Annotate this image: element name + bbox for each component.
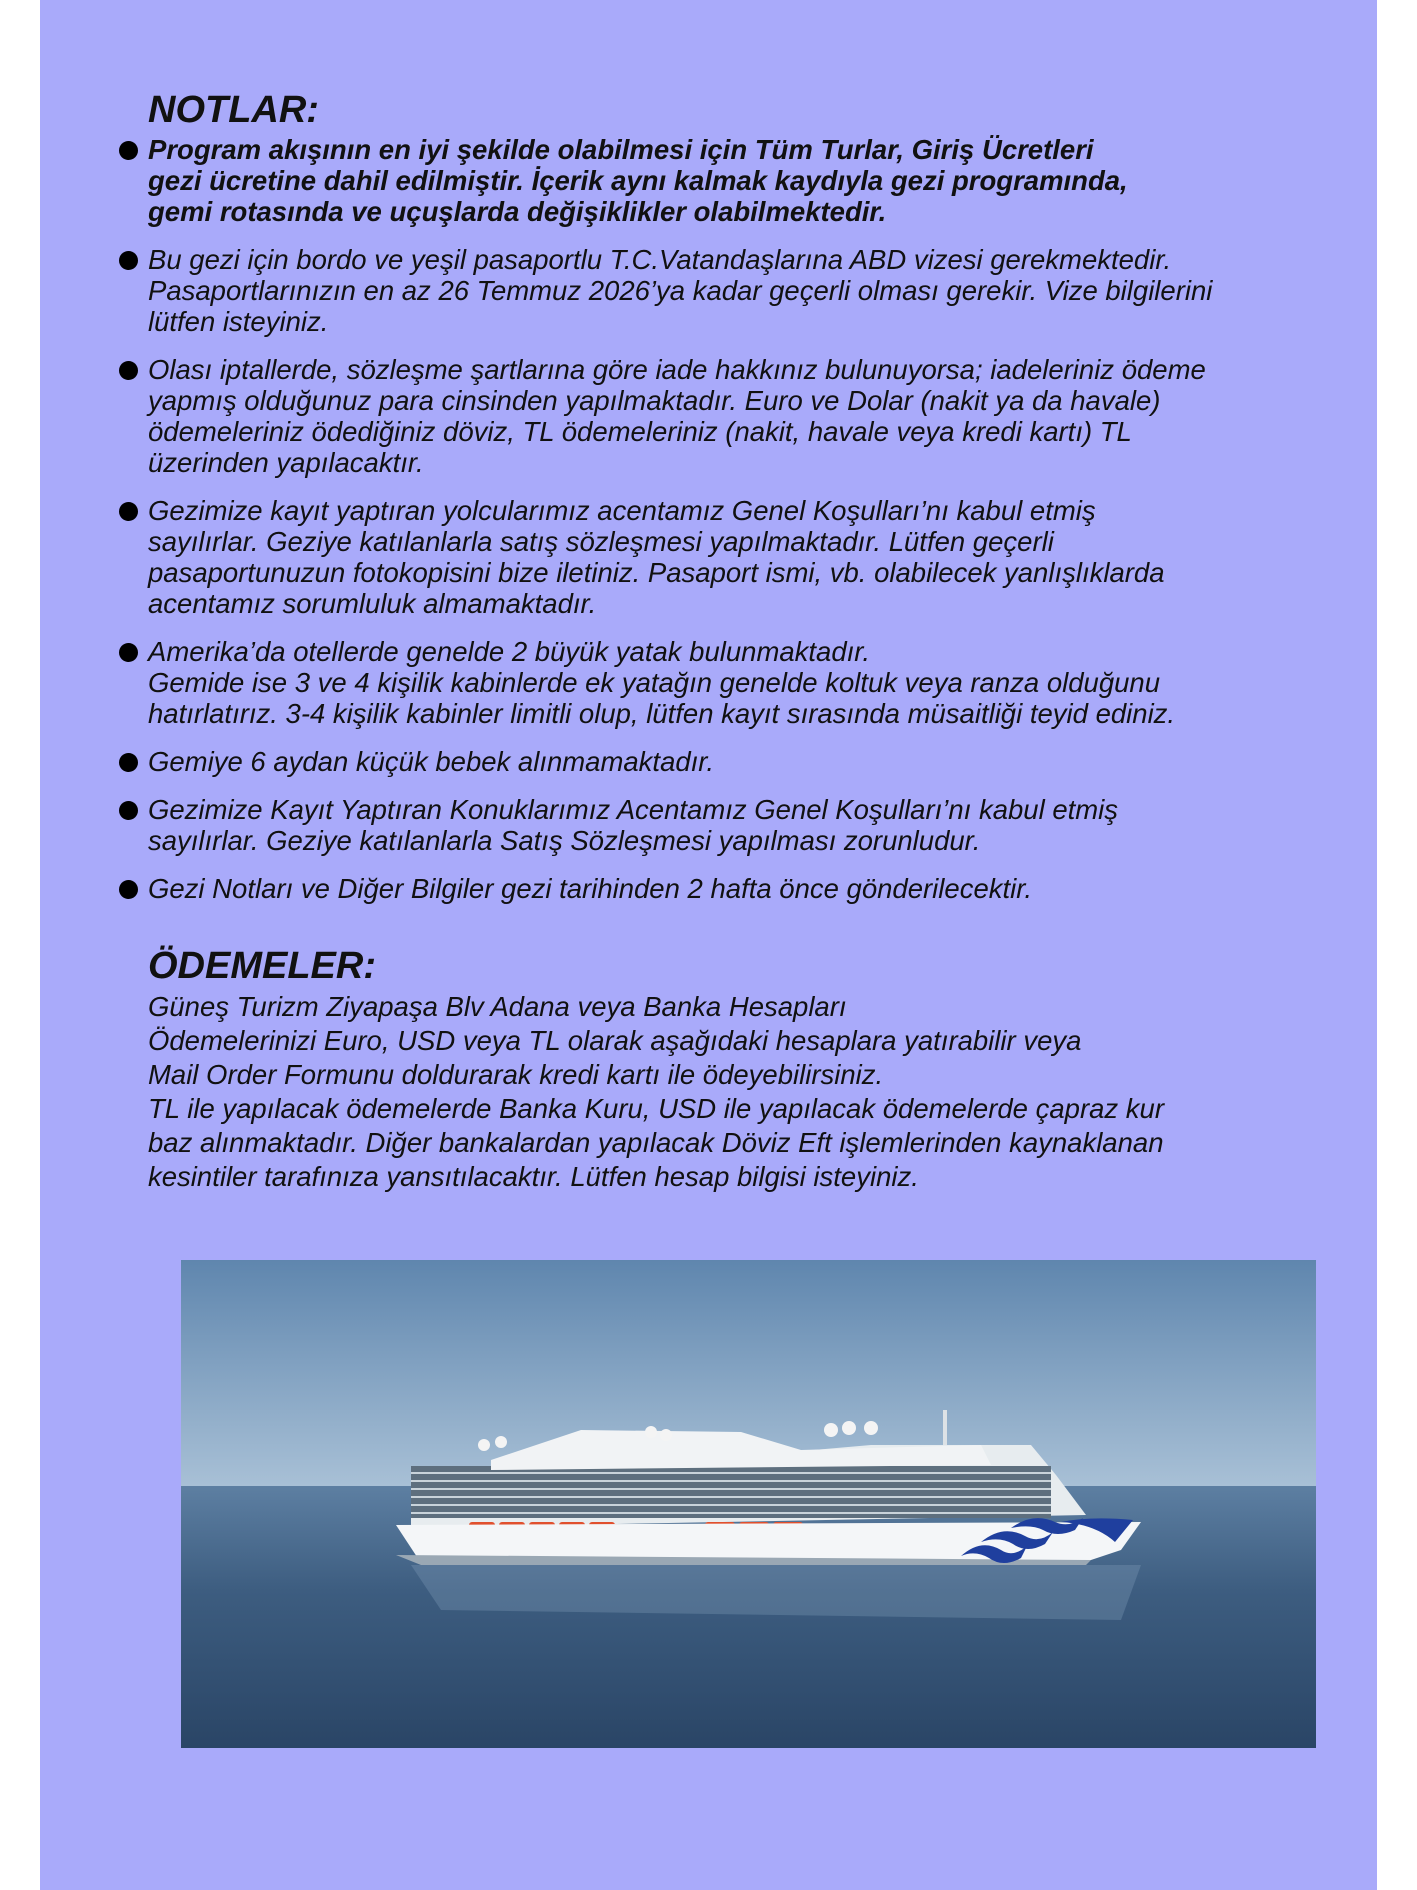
note-item [148,636,1368,729]
note-line: ödemeleriniz ödediğiniz döviz, TL ödemeleriniz (nakit, havale veya kredi kartı) TL [148,416,1132,447]
note-item [148,354,1368,478]
note-line: Gemiye 6 aydan küçük bebek alınmamaktadır. [148,746,715,777]
payment-line: Güneş Turizm Ziyapaşa Blv Adana veya Banka Hesapları [148,991,847,1022]
payments-section [148,944,1368,1194]
notes-heading: NOTLAR: [148,89,319,131]
note-line: hatırlatırız. 3-4 kişilik kabinler limitli olup, lütfen kayıt sırasında müsaitliği teyid ediniz. [148,698,1176,729]
note-line: Amerika’da otellerde genelde 2 büyük yatak bulunmaktadır. [148,636,871,667]
note-item [148,873,1368,904]
note-line: sayılırlar. Geziye katılanlarla satış sözleşmesi yapılmaktadır. Lütfen geçerli [148,526,1054,557]
note-line: Gezimize Kayıt Yaptıran Konuklarımız Acentamız Genel Koşulları’nı kabul etmiş [148,794,1119,825]
note-line: Gezimize kayıt yaptıran yolcularımız acentamız Genel Koşulları’nı kabul etmiş [148,495,1096,526]
bullet-icon [119,251,138,270]
note-line: Bu gezi için bordo ve yeşil pasaportlu T.C.Vatandaşlarına ABD vizesi gerekmektedir. [148,244,1172,275]
note-line: Program akışının en iyi şekilde olabilmesi için Tüm Turlar, Giriş Ücretleri [148,134,1094,165]
note-line: Gezi Notları ve Diğer Bilgiler gezi tarihinden 2 hafta önce gönderilecektir. [148,873,1033,904]
note-item [148,794,1368,856]
bullet-icon [119,141,138,160]
bullet-icon [119,361,138,380]
note-line: üzerinden yapılacaktır. [148,447,424,478]
payment-line: baz alınmaktadır. Diğer bankalardan yapılacak Döviz Eft işlemlerinden kaynaklanan [148,1127,1164,1158]
payment-line: Mail Order Formunu doldurarak kredi kartı ile ödeyebilirsiniz. [148,1059,884,1090]
note-line: lütfen isteyiniz. [148,306,329,337]
note-line: Pasaportlarınızın en az 26 Temmuz 2026’ya kadar geçerli olması gerekir. Vize bilgilerini [148,275,1213,306]
note-line: pasaportunuzun fotokopisini bize iletiniz. Pasaport ismi, vb. olabilecek yanlışlıklarda [148,557,1165,588]
note-line: gemi rotasında ve uçuşlarda değişiklikler olabilmektedir. [148,196,887,227]
bullet-icon [119,502,138,521]
note-line: Olası iptallerde, sözleşme şartlarına göre iade hakkınız bulunuyorsa; iadeleriniz ödeme [148,354,1206,385]
payment-line: Ödemelerinizi Euro, USD veya TL olarak aşağıdaki hesaplara yatırabilir veya [148,1025,1082,1056]
cruise-ship-photo [181,1260,1316,1748]
payment-line: TL ile yapılacak ödemelerde Banka Kuru, USD ile yapılacak ödemelerde çapraz kur [148,1093,1164,1124]
note-item [148,746,1368,777]
payment-line: kesintiler tarafınıza yansıtılacaktır. Lütfen hesap bilgisi isteyiniz. [148,1161,919,1192]
cruise-ship-illustration [181,1260,1316,1748]
bullet-icon [119,753,138,772]
note-item [148,134,1368,227]
brochure-page [40,0,1377,1890]
note-line: Gemide ise 3 ve 4 kişilik kabinlerde ek yatağın genelde koltuk veya ranza olduğunu [148,667,1160,698]
note-item [148,495,1368,619]
bullet-icon [119,643,138,662]
bullet-icon [119,801,138,820]
payments-heading: ÖDEMELER: [148,945,376,987]
note-line: acentamız sorumluluk almamaktadır. [148,588,597,619]
note-line: gezi ücretine dahil edilmiştir. İçerik aynı kalmak kaydıyla gezi programında, [148,165,1128,196]
note-item [148,244,1368,337]
note-line: yapmış olduğunuz para cinsinden yapılmaktadır. Euro ve Dolar (nakit ya da havale) [148,385,1161,416]
note-line: sayılırlar. Geziye katılanlarla Satış Sözleşmesi yapılması zorunludur. [148,825,981,856]
bullet-icon [119,880,138,899]
notes-list [148,134,1368,904]
page-content [148,88,1368,1194]
